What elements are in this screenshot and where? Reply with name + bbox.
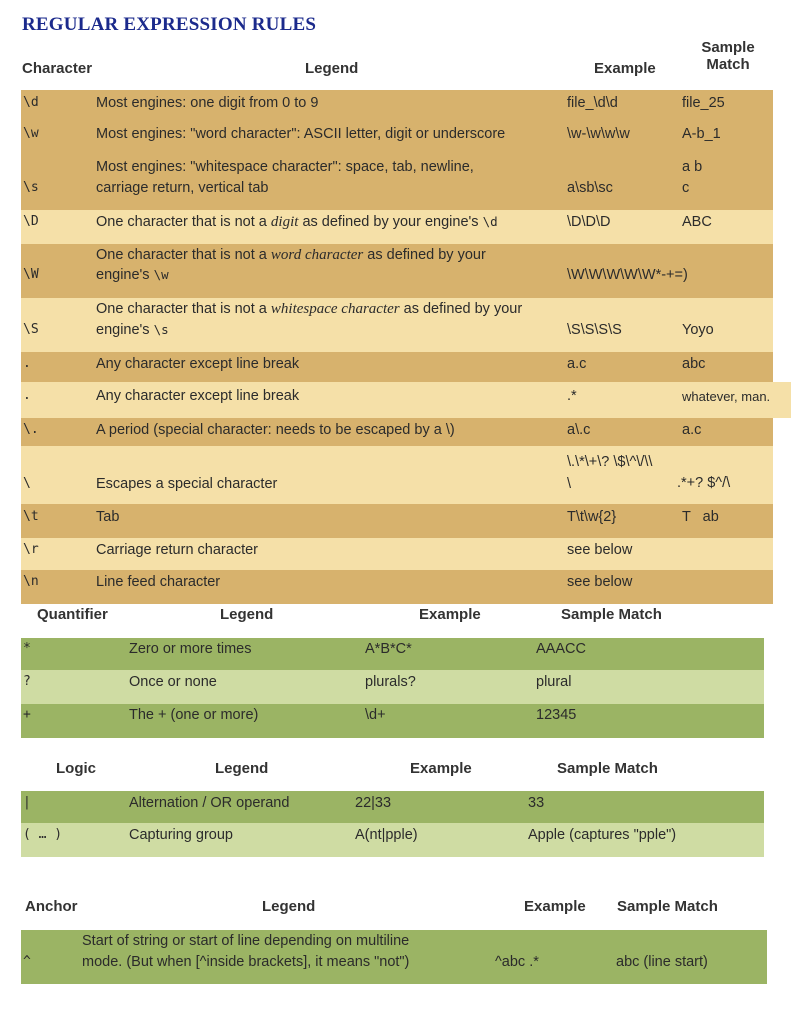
- example-cell: file_\d\d: [567, 95, 618, 111]
- logic-cell: |: [23, 795, 31, 810]
- sample-cell: A-b_1: [682, 126, 721, 142]
- sample-cell: 33: [528, 795, 545, 811]
- table-row: [21, 446, 773, 504]
- example-cell: \.\*\+\? \$\^\/\\: [567, 454, 653, 470]
- sample-cell: c: [682, 180, 690, 196]
- legend-cell: Any character except line break: [96, 356, 300, 372]
- legend-cell: Most engines: "word character": ASCII letter, digit or underscore: [96, 126, 506, 142]
- sample-cell: .*+? $^/\: [677, 475, 731, 491]
- character-cell: \S: [23, 322, 39, 337]
- sample-cell: a b: [682, 159, 703, 175]
- table-row: [21, 418, 773, 446]
- sample-cell: plural: [536, 674, 572, 690]
- table-row: [21, 150, 773, 210]
- character-cell: \W: [23, 267, 39, 282]
- page-title: REGULAR EXPRESSION RULES: [22, 14, 317, 35]
- example-cell: .*: [567, 388, 577, 404]
- example-cell: a.c: [567, 356, 587, 372]
- example-cell: see below: [567, 542, 633, 558]
- legend-cell: Escapes a special character: [96, 476, 278, 492]
- example-cell: T\t\w{2}: [567, 509, 617, 525]
- legend-cell: Most engines: "whitespace character": space, tab, newline,: [96, 159, 474, 175]
- legend-cell: One character that is not a whitespace character as defined by your: [96, 301, 523, 317]
- character-cell: .: [23, 356, 31, 371]
- table-row: [21, 90, 773, 116]
- sample-cell: T ab: [682, 509, 719, 525]
- table-row: [21, 352, 773, 382]
- legend-cell: Start of string or start of line depending on multiline: [82, 933, 410, 949]
- table-row: [21, 704, 764, 738]
- character-cell: \n: [23, 574, 39, 589]
- character-cell: .: [23, 388, 31, 403]
- character-cell: \s: [23, 180, 39, 195]
- table-row: [21, 382, 791, 418]
- sample-cell: Apple (captures "pple"): [528, 827, 677, 843]
- legend-cell: Any character except line break: [96, 388, 300, 404]
- header-sample-match: Sample Match: [561, 606, 662, 623]
- table-row: [21, 116, 773, 150]
- legend-cell: Tab: [96, 509, 120, 525]
- table-row: [21, 538, 773, 570]
- character-cell: \r: [23, 542, 39, 557]
- sample-cell: a.c: [682, 422, 702, 438]
- legend-cell: Most engines: one digit from 0 to 9: [96, 95, 319, 111]
- table-row: [21, 210, 773, 244]
- sample-cell: Yoyo: [682, 322, 714, 338]
- character-cell: \: [23, 476, 31, 491]
- example-cell: a\.c: [567, 422, 591, 438]
- character-cell: \d: [23, 95, 39, 110]
- header-sample-match: Sample Match: [617, 898, 718, 915]
- quantifier-cell: ?: [23, 674, 31, 689]
- header-sample-match: Sample Match: [701, 39, 755, 73]
- sample-cell: whatever, man.: [682, 389, 771, 404]
- legend-cell: Carriage return character: [96, 542, 258, 558]
- header-logic: Logic: [56, 760, 96, 777]
- legend-cell: Alternation / OR operand: [129, 795, 290, 811]
- example-cell: \W\W\W\W\W*-+=): [567, 267, 688, 283]
- legend-cell: The + (one or more): [129, 707, 259, 723]
- character-cell: \D: [23, 214, 39, 229]
- example-cell: A*B*C*: [365, 641, 412, 657]
- anchor-cell: ^: [23, 954, 31, 969]
- example-cell: a\sb\sc: [567, 180, 613, 196]
- header-example: Example: [419, 606, 481, 623]
- legend-cell: One character that is not a digit as defined by your engine's \d: [96, 214, 498, 230]
- example-cell: \d+: [365, 707, 386, 723]
- header-legend: Legend: [262, 898, 316, 915]
- sample-cell: abc (line start): [616, 954, 708, 970]
- legend-cell: Zero or more times: [129, 641, 252, 657]
- character-cell: \w: [23, 126, 39, 141]
- legend-cell: Capturing group: [129, 827, 233, 843]
- character-cell: \t: [23, 509, 39, 524]
- example-cell: see below: [567, 574, 633, 590]
- legend-cell: carriage return, vertical tab: [96, 180, 269, 196]
- header-quantifier: Quantifier: [37, 606, 108, 623]
- header-example: Example: [410, 760, 472, 777]
- header-legend: Legend: [305, 60, 359, 77]
- legend-cell: mode. (But when [^inside brackets], it means "not"): [82, 954, 410, 970]
- example-cell: ^abc .*: [495, 954, 539, 970]
- legend-cell: A period (special character: needs to be escaped by a \): [96, 422, 455, 438]
- table-row: [21, 791, 764, 823]
- legend-cell: engine's \w: [96, 267, 169, 283]
- table-row: [21, 638, 764, 670]
- header-example: Example: [524, 898, 586, 915]
- table-row: [21, 504, 773, 538]
- table-row: [21, 298, 773, 352]
- header-example: Example: [594, 60, 656, 77]
- table-row: [21, 570, 773, 604]
- table-row: [21, 244, 773, 298]
- example-cell: \S\S\S\S: [567, 322, 622, 338]
- quantifier-cell: *: [23, 641, 31, 656]
- example-cell: plurals?: [365, 674, 416, 690]
- legend-cell: Line feed character: [96, 574, 221, 590]
- legend-cell: engine's \s: [96, 322, 169, 338]
- header-legend: Legend: [215, 760, 269, 777]
- example-cell: \: [567, 476, 572, 492]
- sample-cell: ABC: [682, 214, 712, 230]
- legend-cell: One character that is not a word character as defined by your: [96, 247, 486, 263]
- sample-cell: AAACC: [536, 641, 586, 657]
- table-row: [21, 670, 764, 704]
- character-cell: \.: [23, 422, 39, 437]
- header-anchor: Anchor: [25, 898, 78, 915]
- example-cell: \D\D\D: [567, 214, 611, 230]
- quantifier-cell: +: [23, 707, 31, 722]
- header-character: Character: [22, 60, 93, 77]
- legend-cell: Once or none: [129, 674, 217, 690]
- header-legend: Legend: [220, 606, 274, 623]
- header-sample-match: Sample Match: [557, 760, 658, 777]
- sample-cell: abc: [682, 356, 706, 372]
- table-row: [21, 823, 764, 857]
- example-cell: \w-\w\w\w: [567, 126, 630, 142]
- sample-cell: file_25: [682, 95, 725, 111]
- logic-cell: ( … ): [23, 827, 63, 842]
- sample-cell: 12345: [536, 707, 577, 723]
- example-cell: A(nt|pple): [355, 827, 418, 843]
- table-row: [21, 930, 767, 984]
- example-cell: 22|33: [355, 795, 392, 811]
